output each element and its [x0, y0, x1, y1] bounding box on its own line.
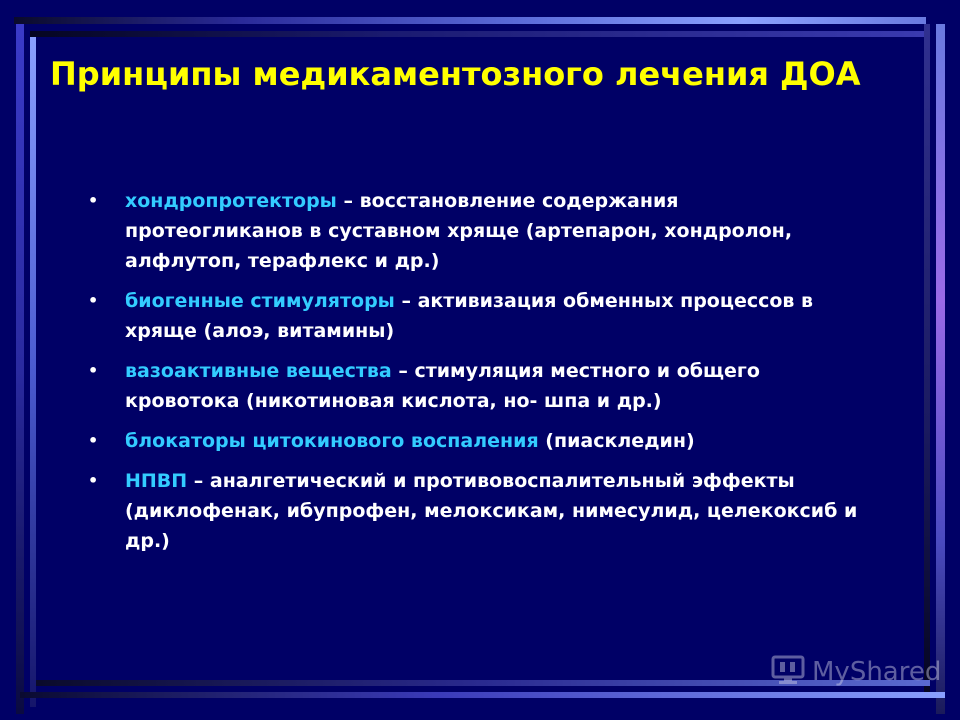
item-text: – стимуляция местного и общего кровотока (никотиновая кислота, но- шпа и др.)	[125, 360, 760, 412]
slide-title: Принципы медикаментозного лечения ДОА	[50, 55, 861, 93]
bullet-icon: •	[88, 431, 99, 450]
frame-left-inner-bar	[30, 37, 36, 707]
bullet-icon: •	[88, 191, 99, 210]
item-term: биогенные стимуляторы	[125, 290, 395, 312]
bullet-icon: •	[88, 291, 99, 310]
list-item	[88, 466, 858, 556]
watermark	[770, 654, 941, 690]
frame-top-bar	[14, 17, 926, 24]
frame-right-bar	[936, 24, 945, 714]
bullet-icon: •	[88, 361, 99, 380]
list-item	[88, 286, 858, 346]
item-text: – активизация обменных процессов в хряще (алоэ, витамины)	[125, 290, 814, 342]
bullet-icon: •	[88, 471, 99, 490]
bullet-list	[88, 186, 858, 566]
item-term: хондропротекторы	[125, 190, 337, 212]
frame-right-inner-bar	[924, 24, 930, 694]
list-item	[88, 356, 858, 416]
item-text: – восстановление содержания протеогликанов в суставном хряще (артепарон, хондролон, алфлутоп, терафлекс и др.)	[125, 190, 793, 272]
item-text: – аналгетический и противовоспалительный эффекты (диклофенак, ибупрофен, мелоксикам, нимесулид, целекоксиб и др.)	[125, 470, 858, 552]
list-item	[88, 426, 858, 456]
frame-top-inner-bar	[30, 31, 926, 37]
monitor-logo-icon	[770, 654, 806, 690]
item-term: блокаторы цитокинового воспаления	[125, 430, 539, 452]
item-term: НПВП	[125, 470, 188, 492]
watermark-text: MyShared	[812, 657, 942, 687]
frame-left-bar	[16, 24, 24, 714]
frame-bottom-bar	[20, 692, 945, 698]
item-term: вазоактивные вещества	[125, 360, 392, 382]
item-text: (пиаскледин)	[538, 430, 695, 452]
list-item	[88, 186, 858, 276]
